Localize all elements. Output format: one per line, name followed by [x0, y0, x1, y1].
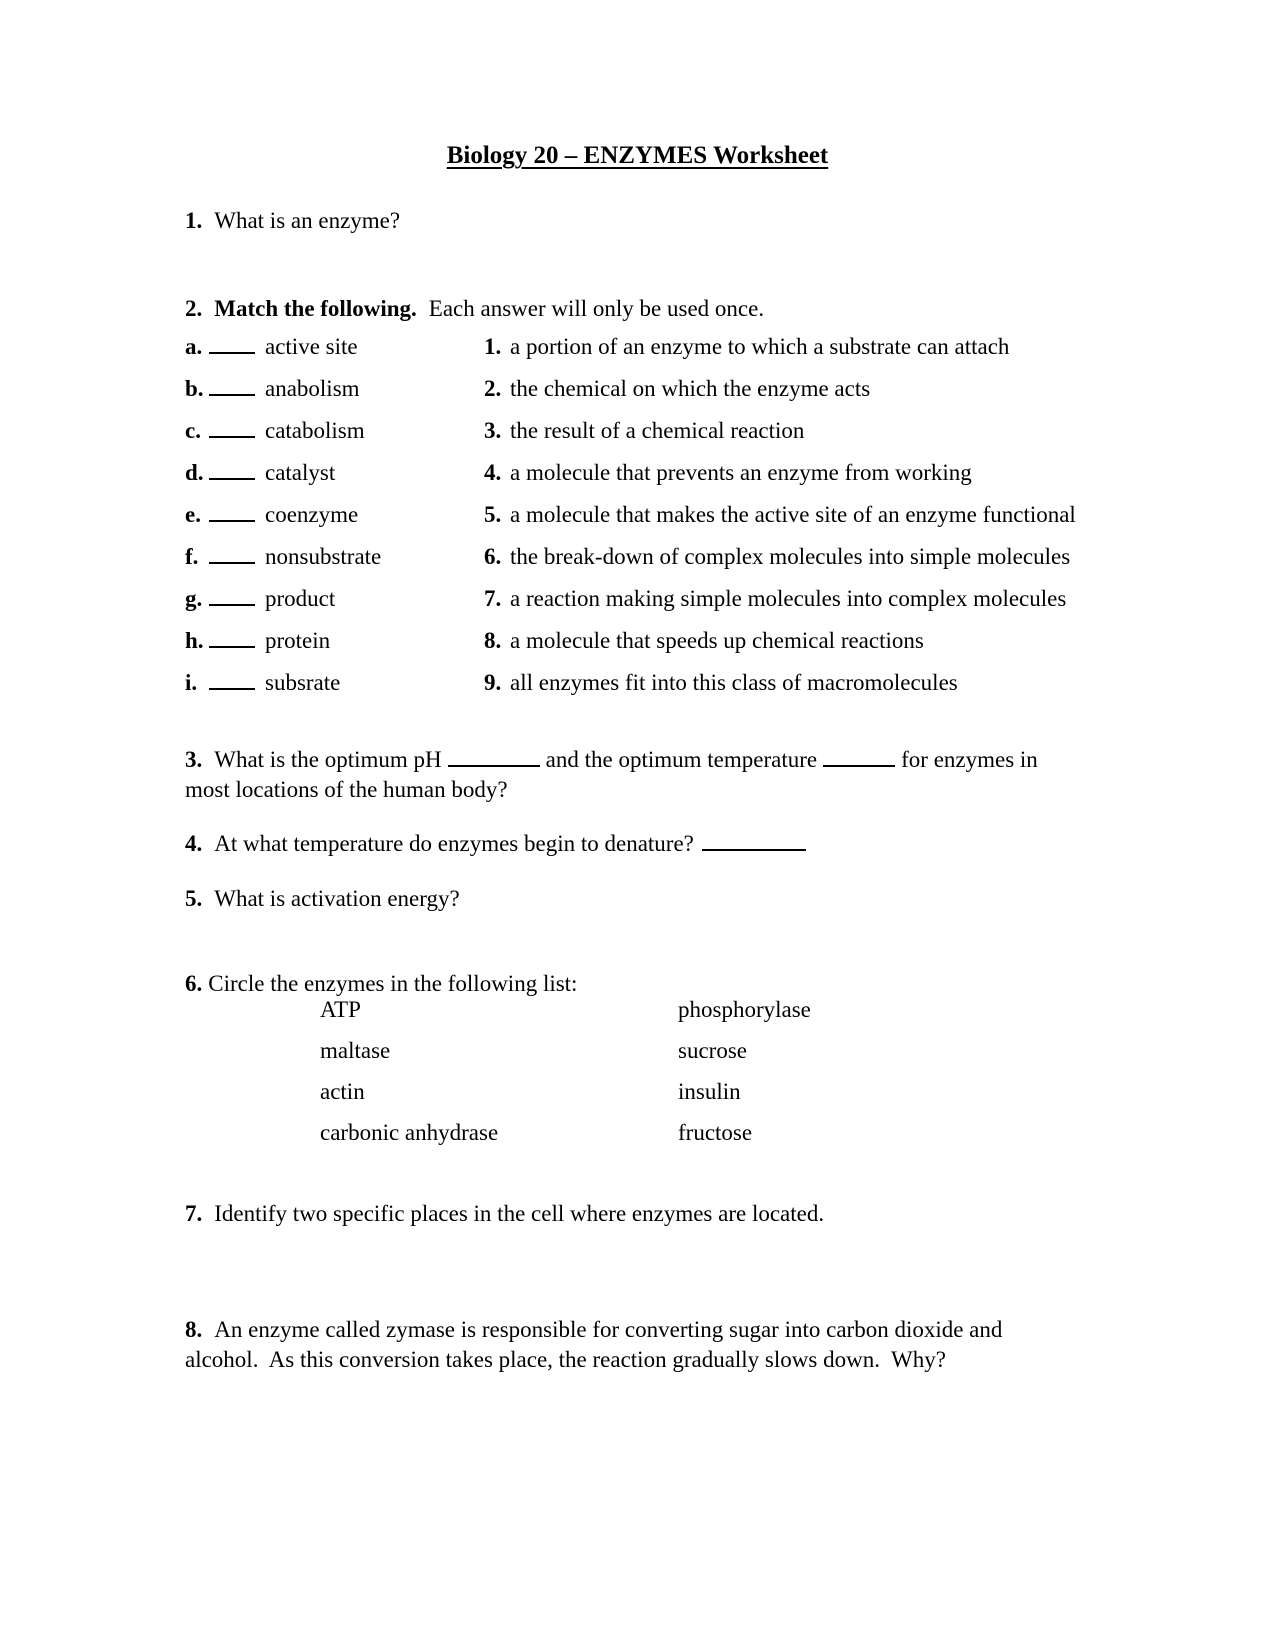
enzyme-item: carbonic anhydrase	[320, 1120, 499, 1145]
match-term-cell	[185, 459, 484, 488]
match-letter: i.	[185, 670, 198, 695]
question-4-number: 4.	[185, 831, 203, 856]
question-6-text: Circle the enzymes in the following list:	[208, 971, 578, 996]
match-term: anabolism	[265, 376, 360, 401]
question-2-heading-text: Match the following.	[214, 296, 417, 321]
question-3	[185, 745, 1038, 805]
definition-number: 4.	[484, 460, 502, 485]
question-6-heading	[185, 970, 577, 999]
match-row-h	[185, 627, 1245, 656]
match-term: protein	[265, 628, 331, 653]
question-6-number: 6.	[185, 971, 203, 996]
enzyme-item: actin	[320, 1079, 365, 1104]
match-term-cell	[185, 417, 484, 446]
question-8-number: 8.	[185, 1317, 203, 1342]
question-4	[185, 830, 806, 859]
definition-text: all enzymes fit into this class of macromolecules	[510, 670, 958, 695]
match-term: coenzyme	[265, 502, 359, 527]
enzyme-item: insulin	[678, 1079, 741, 1104]
answer-blank	[209, 517, 255, 522]
definition-number: 1.	[484, 334, 502, 359]
answer-blank	[209, 433, 255, 438]
definition-number: 2.	[484, 376, 502, 401]
match-letter: b.	[185, 376, 204, 401]
answer-blank	[209, 391, 255, 396]
definition-number: 6.	[484, 544, 502, 569]
match-term: catabolism	[265, 418, 365, 443]
question-8-line1	[185, 1315, 1002, 1345]
question-3-part2: and the optimum temperature	[545, 747, 818, 772]
answer-blank	[209, 475, 255, 480]
question-1-number: 1.	[185, 208, 203, 233]
question-7	[185, 1200, 824, 1229]
question-2-number: 2.	[185, 296, 203, 321]
definition-number: 3.	[484, 418, 502, 443]
definition-text: a portion of an enzyme to which a substrate can attach	[510, 334, 1010, 359]
answer-blank	[209, 643, 255, 648]
question-4-text: At what temperature do enzymes begin to denature?	[214, 831, 694, 856]
definition-text: the result of a chemical reaction	[510, 418, 805, 443]
enzyme-item: phosphorylase	[678, 997, 811, 1022]
match-term-cell	[185, 627, 484, 656]
match-letter: c.	[185, 418, 201, 443]
answer-blank-denature	[702, 846, 806, 851]
match-letter: f.	[185, 544, 199, 569]
answer-blank-temperature	[823, 762, 895, 767]
match-letter: h.	[185, 628, 204, 653]
answer-blank	[209, 601, 255, 606]
match-term-cell	[185, 669, 484, 698]
enzyme-item: fructose	[678, 1120, 753, 1145]
enzyme-item: sucrose	[678, 1038, 747, 1063]
match-term: catalyst	[265, 460, 336, 485]
match-term-cell	[185, 333, 484, 362]
match-row-b	[185, 375, 1245, 404]
question-5-text: What is activation energy?	[214, 886, 460, 911]
question-3-line2: most locations of the human body?	[185, 777, 508, 802]
match-row-c	[185, 417, 1245, 446]
match-row-a	[185, 333, 1245, 362]
enzyme-item: maltase	[320, 1038, 391, 1063]
question-1-text: What is an enzyme?	[214, 208, 401, 233]
question-8-line2: alcohol. As this conversion takes place, the reaction gradually slows down. Why?	[185, 1347, 946, 1372]
question-8	[185, 1315, 1002, 1375]
definition-text: the break-down of complex molecules into simple molecules	[510, 544, 1071, 569]
match-row-g	[185, 585, 1245, 614]
question-1	[185, 207, 400, 236]
match-row-d	[185, 459, 1245, 488]
match-term: subsrate	[265, 670, 341, 695]
question-3-line1	[185, 745, 1038, 775]
enzyme-list	[320, 998, 811, 1145]
definition-number: 5.	[484, 502, 502, 527]
question-5-number: 5.	[185, 886, 203, 911]
definition-number: 9.	[484, 670, 502, 695]
match-letter: g.	[185, 586, 203, 611]
question-2-heading	[185, 295, 764, 324]
definition-text: a molecule that prevents an enzyme from working	[510, 460, 972, 485]
match-term: product	[265, 586, 336, 611]
question-3-part1: What is the optimum pH	[214, 747, 442, 772]
question-7-number: 7.	[185, 1201, 203, 1226]
enzyme-item: ATP	[320, 997, 361, 1022]
page-title: Biology 20 – ENZYMES Worksheet	[446, 142, 829, 169]
answer-blank	[209, 349, 255, 354]
match-letter: d.	[185, 460, 204, 485]
match-term: active site	[265, 334, 358, 359]
match-row-e	[185, 501, 1245, 530]
definition-text: a molecule that makes the active site of an enzyme functional	[510, 502, 1076, 527]
question-7-text: Identify two specific places in the cell where enzymes are located.	[214, 1201, 825, 1226]
question-3-number: 3.	[185, 747, 203, 772]
definition-text: a molecule that speeds up chemical reactions	[510, 628, 924, 653]
question-3-part3: for enzymes in	[901, 747, 1038, 772]
answer-blank-ph	[448, 762, 540, 767]
answer-blank	[209, 559, 255, 564]
question-5	[185, 885, 460, 914]
match-term: nonsubstrate	[265, 544, 382, 569]
match-term-cell	[185, 501, 484, 530]
definition-number: 8.	[484, 628, 502, 653]
answer-blank	[209, 685, 255, 690]
match-term-cell	[185, 585, 484, 614]
match-row-f	[185, 543, 1245, 572]
question-2-instruction: Each answer will only be used once.	[428, 296, 765, 321]
match-letter: a.	[185, 334, 203, 359]
match-letter: e.	[185, 502, 201, 527]
match-term-cell	[185, 375, 484, 404]
match-term-cell	[185, 543, 484, 572]
definition-number: 7.	[484, 586, 502, 611]
definition-text: a reaction making simple molecules into complex molecules	[510, 586, 1067, 611]
match-row-i	[185, 669, 1245, 698]
definition-text: the chemical on which the enzyme acts	[510, 376, 871, 401]
question-8-text-line1: An enzyme called zymase is responsible for converting sugar into carbon dioxide and	[214, 1317, 1003, 1342]
